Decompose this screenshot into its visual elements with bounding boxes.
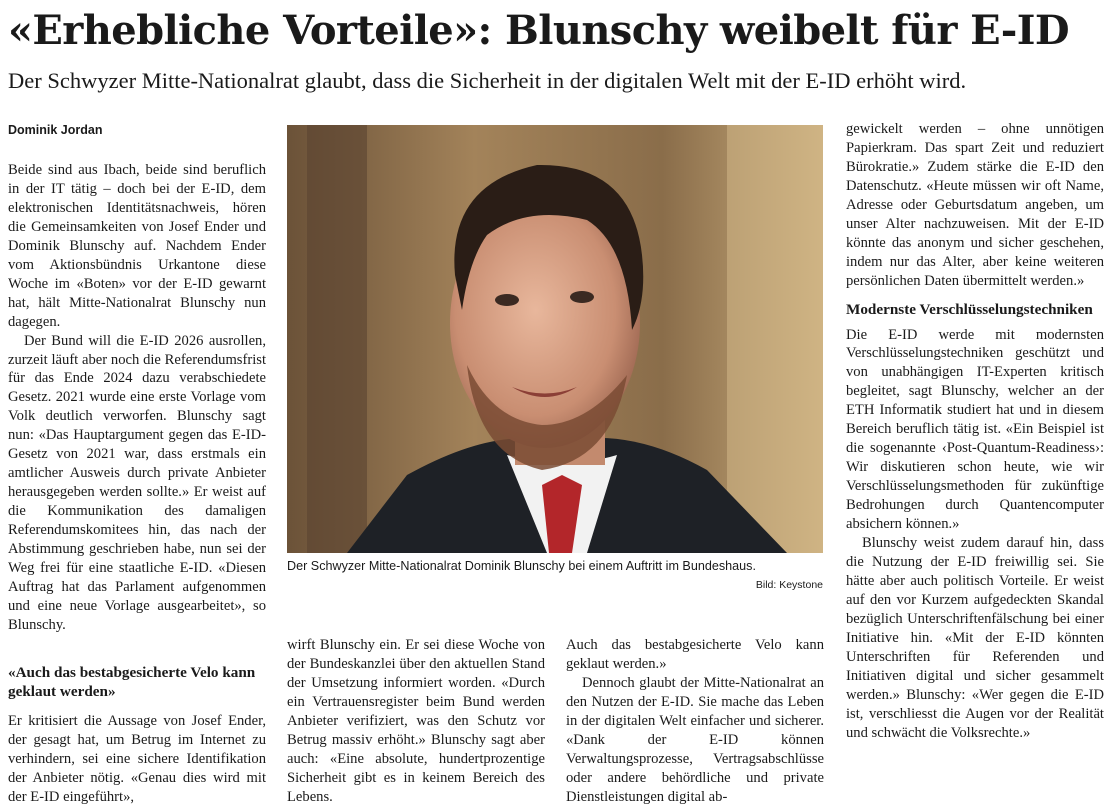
article-photo [287,125,823,553]
subtitle: Der Schwyzer Mitte-Nationalrat glaubt, dass die Sicherheit in der digitalen Welt mit der E-ID erhöht wird. [8,68,967,93]
portrait-image [287,125,823,553]
photo-caption: Der Schwyzer Mitte-Nationalrat Dominik Blunschy bei einem Auftritt im Bundeshaus. [287,559,756,573]
subheading: «Auch das bestabgesicherte Velo kann geklaut werden» [8,664,256,700]
paragraph: wirft Blunschy ein. Er sei diese Woche von der Bundeskanzlei über den aktuellen Stand der Umsetzung informiert worden. «Durch ein Vertrauensregister beim Bund werden Anbieter verifiziert, was den Schutz vor Betrug massiv erhöht.» Blunschy sagt aber auch: «Eine absolute, hundertprozentige Sicherheit gibt es in keinem Bereich des Lebens. [287,637,545,805]
photo-credit: Bild: Keystone [755,579,823,591]
paragraph: Er kritisiert die Aussage von Josef Ender, der gesagt hat, um Betrug im Internet zu verhindern, sei eine sichere Identifikation der Anbieter nötig. «Genau dies wird mit der E-ID eingeführt», [8,712,266,805]
column-1-lower [8,664,266,807]
paragraph: Die E-ID werde mit modernsten Verschlüsselungstechniken geschützt und von unabhängigen IT-Experten kritisch begleitet, sagt Blunschy, welcher an der ETH Informatik studiert hat und in diesem Bereich beruflich tätig ist. «Ein Beispiel ist die sogenannte ‹Post-Quantum-Readiness›: Wir diskutieren schon heute, wie wir Verschlüsselungsmethoden für zukünftige Bedrohungen durch Quantencomputer absichern können.» [846,326,1104,533]
paragraph: Der Bund will die E-ID 2026 ausrollen, zurzeit läuft aber noch die Referendumsfrist für das Ende 2024 dazu verabschiedete Gesetz. 2021 wurde eine erste Vorlage vom Volk deutlich verworfen. Blunschy sagt nun: «Das Hauptargument gegen das E-ID-Gesetz von 2021 war, dass erstmals ein amtlicher Ausweis durch private Anbieter herausgegeben werden sollte.» Er weist auf die Kommunikation des damaligen Referendumskomitees hin, das nach der Abstimmung geschrieben habe, nun sei der Weg frei für eine staatliche E-ID. «Diesen Auftrag hat das Parlament aufgenommen und eine neue Vorlage ausgearbeitet», so Blunschy. [8,332,266,633]
paragraph: gewickelt werden – ohne unnötigen Papierkram. Das spart Zeit und reduziert Bürokratie.» Zudem stärke die E-ID den Datenschutz. «Heute müssen wir oft Name, Adresse oder Geburtsdatum angeben, um unser Alter nachzuweisen. Mit der E-ID könnte das anonym und sicher geschehen, indem nur das Alter, aber keine weiteren persönlichen Daten übermittelt werden.» [846,121,1104,289]
author-byline: Dominik Jordan [8,123,103,137]
column-1 [8,161,266,635]
paragraph: Blunschy weist zudem darauf hin, dass die Nutzung der E-ID freiwillig sei. Sie hätte aber auch politisch Vorteile. Er weist auf den vor Kurzem aufgedeckten Skandal bezüglich Unterschriftenfälschung bei einer Initiative hin. «Mit der E-ID könnten Unterschriften für Referenden und Initiativen digital und sicher gesammelt werden.» Blunschy: «Wer gegen die E-ID ist, verschliesst die Augen vor der Realität und schwächt die Volksrechte.» [846,535,1104,741]
column-4 [846,120,1104,743]
paragraph: Beide sind aus Ibach, beide sind beruflich in der IT tätig – doch bei der E-ID, dem elektronischen Identitätsnachweis, hören die Gemeinsamkeiten von Josef Ender und Dominik Blunschy auf. Nachdem Ender vom Aktionsbündnis Urkantone diese Woche im «Boten» vor der E-ID gewarnt hat, hält Mitte-Nationalrat Blunschy nun dagegen. [8,162,266,330]
headline: «Erhebliche Vorteile»: Blunschy weibelt für E-ID [8,7,1069,54]
subheading: Modernste Verschlüsselungstechniken [846,300,1093,318]
column-2 [287,636,545,807]
column-3 [566,636,824,807]
paragraph: Dennoch glaubt der Mitte-Nationalrat an den Nutzen der E-ID. Sie mache das Leben in der digitalen Welt einfacher und sicherer. «Dank der E-ID können Verwaltungsprozesse, Vertragsabschlüsse oder andere behördliche und private Dienstleistungen digital ab- [566,674,824,805]
paragraph: Auch das bestabgesicherte Velo kann geklaut werden.» [566,637,824,672]
